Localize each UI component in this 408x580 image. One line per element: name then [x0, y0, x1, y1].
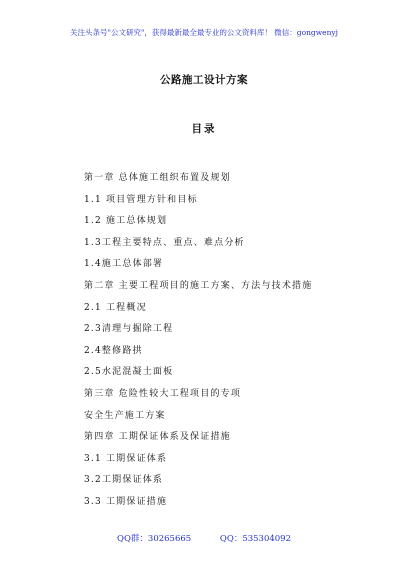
- qq-number: QQ：535304092: [219, 534, 291, 544]
- toc-item: 3.1 工期保证体系: [84, 453, 168, 464]
- toc-item: 第二章 主要工程项目的施工方案、方法与技术措施: [84, 280, 313, 291]
- toc-item: 2.4整修路拱: [84, 345, 143, 356]
- toc-item: 2.3清理与掘除工程: [84, 324, 174, 335]
- toc-item: 1.3工程主要特点、重点、难点分析: [84, 237, 245, 248]
- toc-item: 第四章 工期保证体系及保证措施: [84, 432, 231, 443]
- toc-item: 第一章 总体施工组织布置及规划: [84, 173, 231, 183]
- qq-group-number: QQ群：30265665: [116, 534, 192, 544]
- header-banner: 关注头条号"公文研究"，获得最新最全最专业的公文资料库！ 微信：gongwenyj: [70, 28, 338, 37]
- toc-item: 第三章 危险性较大工程项目的专项: [84, 388, 242, 399]
- toc-item: 安全生产施工方案: [84, 410, 166, 421]
- table-of-contents: [84, 168, 312, 514]
- toc-heading: 目录: [191, 123, 217, 135]
- toc-item: 3.2工期保证体系: [84, 475, 164, 486]
- toc-item: 2.1 工程概况: [84, 302, 147, 313]
- toc-item: 3.3 工期保证措施: [84, 496, 168, 507]
- toc-item: 2.5水泥混凝土面板: [84, 367, 174, 378]
- toc-item: 1.4施工总体部署: [84, 259, 164, 270]
- footer-contact: [0, 532, 408, 544]
- toc-item: 1.1 项目管理方针和目标: [84, 194, 198, 205]
- toc-item: 1.2 施工总体规划: [84, 216, 168, 227]
- document-title: 公路施工设计方案: [160, 74, 248, 86]
